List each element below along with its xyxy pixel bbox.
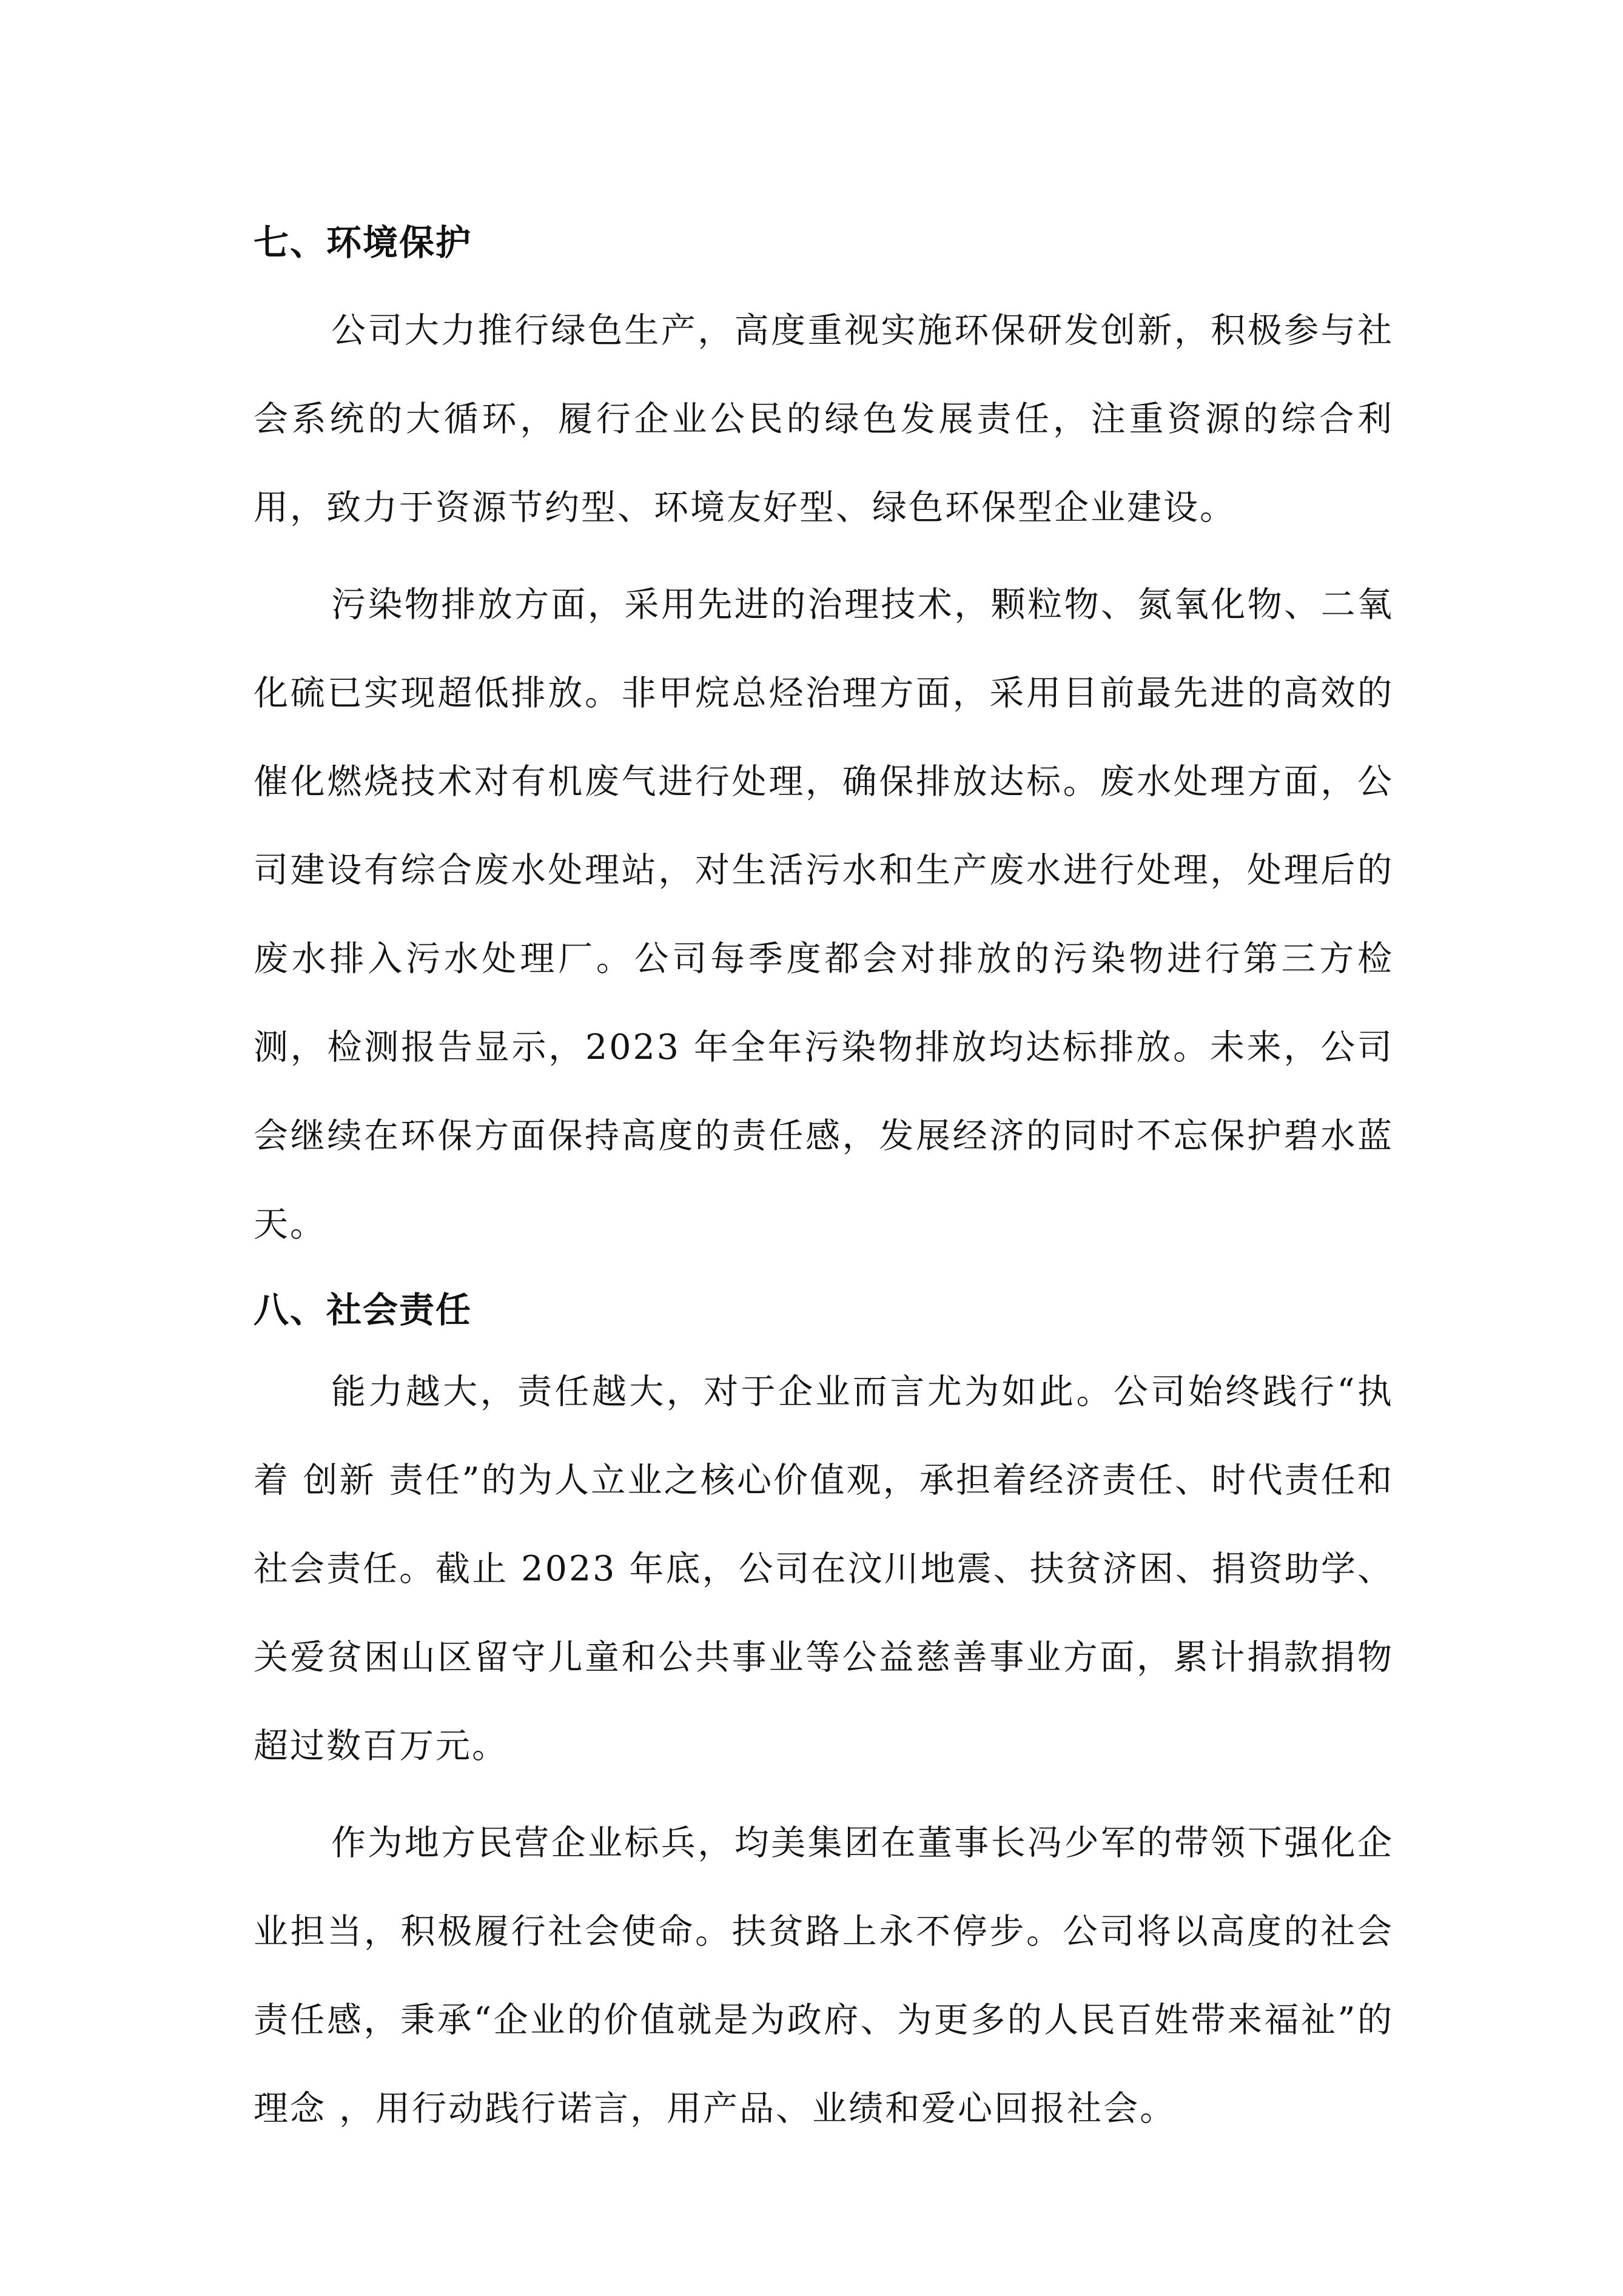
social-paragraph-poverty-alleviation: 作为地方民营企业标兵，均美集团在董事长冯少军的带领下强化企业担当，积极履行社会使命。扶贫路上永不停步。公司将以高度的社会责任感，秉承“企业的价值就是为政府、为更多的人民百姓带来福祉”的理念 ，用行动践行诺言，用产品、业绩和爱心回报社会。 [254, 1823, 1394, 2129]
section-heading-social-responsibility: 八、社会责任 [254, 1289, 472, 1331]
social-paragraph-core-values: 能力越大，责任越大，对于企业而言尤为如此。公司始终践行“执着 创新 责任”的为人立业之核心价值观，承担着经济责任、时代责任和社会责任。截止 2023 年底，公司在汶川地震、扶贫济困、捐资助学、关爱贫困山区留守儿童和公共事业等公益慈善事业方面，累计捐款捐物超过数百万元。 [254, 1372, 1394, 1766]
environment-paragraph-emissions: 污染物排放方面，采用先进的治理技术，颗粒物、氮氧化物、二氧化硫已实现超低排放。非甲烷总烃治理方面，采用目前最先进的高效的催化燃烧技术对有机废气进行处理，确保排放达标。废水处理方面，公司建设有综合废水处理站，对生活污水和生产废水进行处理，处理后的废水排入污水处理厂。公司每季度都会对排放的污染物进行第三方检测，检测报告显示，2023 年全年污染物排放均达标排放。未来，公司会继续在环保方面保持高度的责任感，发展经济的同时不忘保护碧水蓝天。 [254, 585, 1394, 1244]
environment-paragraph-green-production: 公司大力推行绿色生产，高度重视实施环保研发创新，积极参与社会系统的大循环，履行企业公民的绿色发展责任，注重资源的综合利用，致力于资源节约型、环境友好型、绿色环保型企业建设。 [254, 310, 1394, 528]
section-heading-environmental-protection: 七、环境保护 [254, 222, 472, 263]
document-page [254, 212, 1394, 2153]
